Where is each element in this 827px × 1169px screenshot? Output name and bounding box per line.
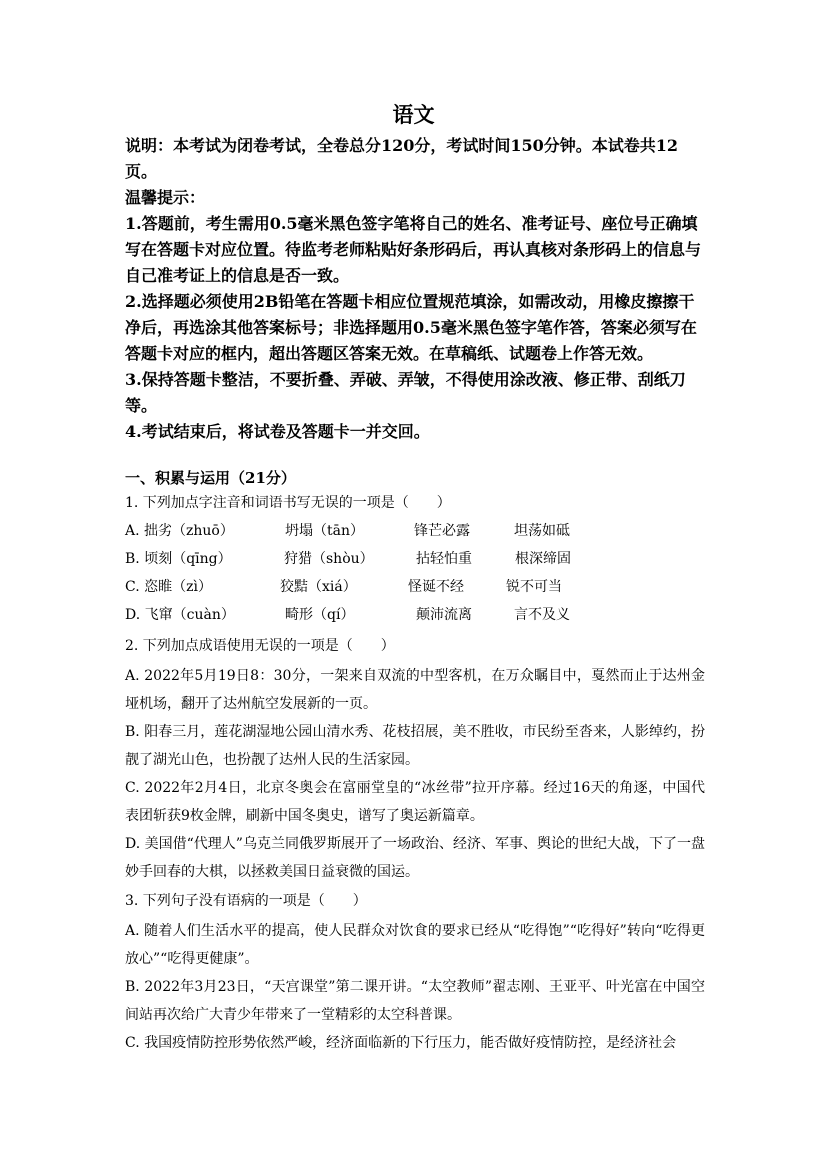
option-cell: 坦荡如砥 [514, 523, 570, 539]
option-cell: 狡黠（xiá） [280, 579, 357, 595]
q2-option-b: B. 阳春三月，莲花湖湿地公园山清水秀、花枝招展，美不胜收，市民纷至沓来，人影绰约，扮靓了湖光山色，也扮靓了达州人民的生活家园。 [125, 724, 705, 768]
option-cell: C. 恣睢（zì） [125, 579, 212, 595]
option-cell: 畸形（qí） [285, 607, 355, 623]
q1-option-c [125, 577, 705, 597]
q2-option-c: C. 2022年2月4日，北京冬奥会在富丽堂皇的“冰丝带”拉开序幕。经过16天的角逐，中国代表团斩获9枚金牌，刷新中国冬奥史，谱写了奥运新篇章。 [125, 780, 705, 824]
tip-item: 4.考试结束后，将试卷及答题卡一并交回。 [125, 422, 430, 441]
q3-option-a: A. 随着人们生活水平的提高，使人民群众对饮食的要求已经从“吃得饱”“吃得好”转向“吃得更放心”“吃得更健康”。 [125, 923, 705, 967]
section-heading: 一、积累与运用（21分） [125, 469, 296, 487]
option-cell: 锐不可当 [506, 579, 562, 595]
q1-option-d [125, 605, 705, 625]
option-cell: 锋芒必露 [414, 523, 470, 539]
option-cell: 根深缔固 [515, 551, 571, 567]
question-3-options [125, 917, 705, 1057]
question-2-options [125, 662, 705, 886]
option-cell: 狩猎（shòu） [284, 551, 374, 567]
q1-option-a [125, 521, 705, 541]
option-cell: A. 拙劣（zhuō） [125, 523, 234, 539]
tip-item: 1.答题前，考生需用0.5毫米黑色签字笔将自己的姓名、准考证号、座位号正确填写在答题卡对应位置。待监考老师粘贴好条形码后，再认真核对条形码上的信息与自己准考证上的信息是否一致。 [125, 214, 702, 285]
q2-option-d: D. 美国借“代理人”乌克兰同俄罗斯展开了一场政治、经济、军事、舆论的世纪大战，下了一盘妙手回春的大棋，以拯救美国日益衰微的国运。 [125, 836, 705, 880]
question-1-stem: 1. 下列加点字注音和词语书写无误的一项是（ ） [125, 495, 451, 511]
tip-item: 2.选择题必须使用2B铅笔在答题卡相应位置规范填涂，如需改动，用橡皮擦擦干净后，再选涂其他答案标号；非选择题用0.5毫米黑色签字笔作答，答案必须写在答题卡对应的框内，超出答题区答案无效。在草稿纸、试题卷上作答无效。 [125, 292, 697, 363]
option-cell: 怪诞不经 [408, 579, 464, 595]
question-2-stem: 2. 下列加点成语使用无误的一项是（ ） [125, 638, 395, 654]
exam-instructions [125, 133, 705, 445]
exam-description: 说明：本考试为闭卷考试，全卷总分120分，考试时间150分钟。本试卷共12页。 [125, 136, 679, 181]
option-cell: 颠沛流离 [416, 607, 472, 623]
option-cell: D. 飞窜（cuàn） [125, 607, 235, 623]
page-title: 语文 [392, 102, 435, 127]
option-cell: 言不及义 [514, 607, 570, 623]
q3-option-b: B. 2022年3月23日，“天宫课堂”第二课开讲。“太空教师”翟志刚、王亚平、叶光富在中国空间站再次给广大青少年带来了一堂精彩的太空科普课。 [125, 979, 705, 1023]
q2-option-a: A. 2022年5月19日8：30分，一架来自双流的中型客机，在万众瞩目中，戛然而止于达州金垭机场，翻开了达州航空发展新的一页。 [125, 668, 705, 712]
q1-option-b [125, 549, 705, 569]
tip-item: 3.保持答题卡整洁，不要折叠、弄破、弄皱，不得使用涂改液、修正带、刮纸刀等。 [125, 370, 686, 415]
question-3-stem: 3. 下列句子没有语病的一项是（ ） [125, 893, 367, 909]
option-cell: B. 顷刻（qīng） [125, 551, 232, 567]
tip-heading: 温馨提示： [125, 188, 206, 207]
q3-option-c: C. 我国疫情防控形势依然严峻，经济面临新的下行压力，能否做好疫情防控，是经济社会 [125, 1035, 677, 1051]
option-cell: 拈轻怕重 [416, 551, 472, 567]
option-cell: 坍塌（tān） [285, 523, 364, 539]
